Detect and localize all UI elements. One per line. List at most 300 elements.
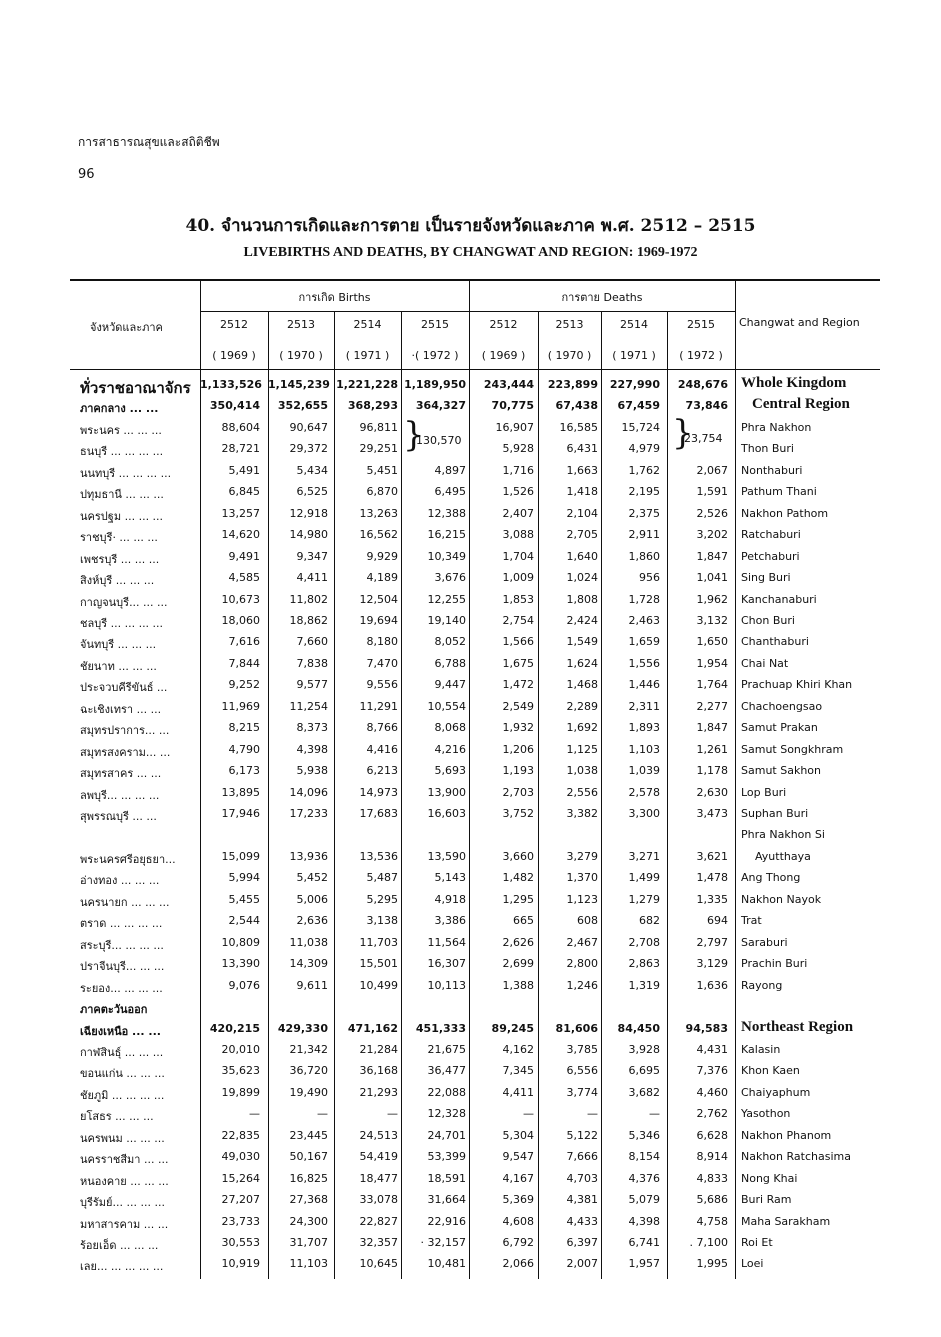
value-cell: 7,660 [296, 635, 328, 649]
value-cell: 7,616 [228, 635, 260, 649]
changwat-thai: พระนคร ... ... ... [80, 423, 162, 437]
value-cell: — [587, 1107, 598, 1121]
value-cell: 4,608 [502, 1214, 534, 1228]
value-cell: 2,699 [502, 957, 534, 971]
changwat-english: Pathum Thani [741, 485, 817, 499]
value-cell: 7,345 [502, 1064, 534, 1078]
changwat-thai: ชัยนาท ... ... ... [80, 659, 157, 673]
value-cell: 227,990 [609, 378, 660, 391]
value-cell: 12,255 [427, 592, 466, 606]
table-row [0, 397, 941, 418]
changwat-english: Prachin Buri [741, 957, 808, 971]
value-cell: 15,501 [359, 957, 398, 971]
value-cell: 1,650 [696, 635, 728, 649]
value-cell: 3,473 [696, 807, 728, 820]
value-cell: 3,752 [502, 807, 534, 820]
value-cell: 2,754 [502, 613, 534, 627]
value-cell: 13,263 [359, 506, 398, 520]
table-row [0, 698, 941, 719]
value-cell: 27,368 [289, 1193, 328, 1207]
value-cell: 3,138 [366, 914, 398, 928]
value-cell: 5,928 [502, 442, 534, 456]
value-cell: 10,809 [221, 935, 260, 949]
value-cell: 8,180 [366, 635, 398, 649]
changwat-english: Maha Sarakham [741, 1214, 831, 1228]
value-cell: 1,125 [566, 742, 598, 756]
table-row [0, 419, 941, 440]
value-cell: 22,835 [221, 1128, 260, 1142]
value-cell: 81,606 [555, 1021, 598, 1035]
table-row [0, 612, 941, 633]
value-cell: 12,328 [427, 1107, 466, 1121]
value-cell: 16,825 [289, 1171, 328, 1185]
table-row [0, 1127, 941, 1148]
changwat-thai: บุรีรัมย์... ... ... ... [80, 1196, 165, 1210]
value-cell: 6,870 [366, 485, 398, 499]
value-cell: 1,103 [628, 742, 660, 756]
changwat-english: Nakhon Ratchasima [741, 1150, 851, 1164]
value-cell: 67,459 [617, 399, 660, 413]
value-cell: 28,721 [221, 442, 260, 456]
value-cell: 1,692 [566, 721, 598, 735]
value-cell: 1,675 [502, 656, 534, 670]
value-cell: 88,604 [221, 420, 260, 434]
value-cell: 13,390 [221, 957, 260, 971]
table-row [0, 1255, 941, 1276]
value-cell: 2,578 [628, 785, 660, 799]
value-cell: 1,808 [566, 592, 598, 606]
table-row [0, 591, 941, 612]
value-cell: 2,289 [566, 699, 598, 713]
changwat-thai: ธนบุรี ... ... ... ... [80, 445, 164, 459]
value-cell: 2,544 [228, 914, 260, 928]
value-cell: 14,980 [289, 528, 328, 542]
value-cell: 70,775 [491, 399, 534, 413]
value-cell: 1,764 [696, 678, 728, 692]
value-cell: 2,549 [502, 699, 534, 713]
value-cell: 9,347 [296, 549, 328, 563]
brace-icon: } [403, 415, 425, 455]
value-cell: 3,300 [628, 807, 660, 820]
value-cell: 12,388 [427, 506, 466, 520]
value-cell: 15,099 [221, 849, 260, 863]
table-top-rule [70, 279, 880, 281]
value-cell: 6,628 [696, 1128, 728, 1142]
value-cell: 5,455 [228, 892, 260, 906]
changwat-english: Trat [741, 914, 762, 928]
merged-births-1972: 130,570 [416, 434, 462, 447]
value-cell: 9,447 [434, 678, 466, 692]
value-cell: 1,860 [628, 549, 660, 563]
value-cell: 682 [639, 914, 660, 928]
running-header: การสาธารณสุขและสถิติชีพ [78, 135, 220, 149]
value-cell: 32,357 [359, 1236, 398, 1249]
value-cell: 17,946 [221, 807, 260, 820]
value-cell: — [387, 1107, 398, 1121]
table-title-english: LIVEBIRTHS AND DEATHS, BY CHANGWAT AND REGION: 1969-1972 [243, 245, 698, 260]
year-ce: ( 1970 ) [547, 349, 592, 362]
value-cell: 1,847 [696, 549, 728, 563]
changwat-english: Saraburi [741, 935, 788, 949]
changwat-thai: ตราด ... ... ... ... [80, 917, 163, 931]
merged-deaths-1972: 23,754 [684, 432, 723, 445]
value-cell: 352,655 [277, 399, 328, 413]
value-cell: 429,330 [277, 1021, 328, 1035]
value-cell: 3,132 [696, 613, 728, 627]
value-cell: 1,193 [502, 764, 534, 778]
header-bottom-rule [70, 369, 880, 370]
value-cell: 1,640 [566, 549, 598, 563]
value-cell: 3,382 [566, 807, 598, 820]
brace-icon: } [672, 413, 694, 453]
table-row [0, 977, 941, 998]
table-row [0, 741, 941, 762]
value-cell: 35,623 [221, 1064, 260, 1078]
changwat-thai: เพชรบุรี ... ... ... [80, 552, 160, 566]
value-cell: 2,708 [628, 935, 660, 949]
value-cell: 6,173 [228, 764, 260, 778]
value-cell: 29,251 [359, 442, 398, 456]
value-cell: 3,202 [696, 528, 728, 542]
value-cell: 4,381 [566, 1193, 598, 1207]
table-row [0, 1191, 941, 1212]
value-cell: — [649, 1107, 660, 1121]
changwat-thai: ปทุมธานี ... ... ... [80, 488, 164, 502]
value-cell: 1,041 [696, 571, 728, 585]
value-cell: . 7,100 [689, 1236, 728, 1249]
value-cell: 1,206 [502, 742, 534, 756]
table-row [0, 891, 941, 912]
value-cell: 6,792 [502, 1236, 534, 1249]
value-cell: 13,257 [221, 506, 260, 520]
value-cell: 5,491 [228, 463, 260, 477]
value-cell: 2,556 [566, 785, 598, 799]
value-cell: 2,104 [566, 506, 598, 520]
value-cell: 36,720 [289, 1064, 328, 1078]
value-cell: 1,388 [502, 978, 534, 992]
value-cell: 1,624 [566, 656, 598, 670]
value-cell: 8,914 [696, 1150, 728, 1164]
changwat-english: Samut Songkhram [741, 742, 844, 756]
table-row [0, 462, 941, 483]
value-cell: 1,591 [696, 485, 728, 499]
value-cell: 6,788 [434, 656, 466, 670]
value-cell: 3,774 [566, 1085, 598, 1099]
value-cell: 4,411 [296, 571, 328, 585]
value-cell: 3,676 [434, 571, 466, 585]
value-cell: 6,556 [566, 1064, 598, 1078]
table-row [0, 376, 941, 397]
value-cell: 1,663 [566, 463, 598, 477]
value-cell: 1,145,239 [268, 378, 330, 391]
value-cell: 1,370 [566, 871, 598, 885]
value-cell: · 32,157 [420, 1236, 466, 1249]
value-cell: 1,418 [566, 485, 598, 499]
value-cell: 23,733 [221, 1214, 260, 1228]
changwat-thai: พระนครศรีอยุธยา... [80, 852, 176, 866]
value-cell: 21,293 [359, 1085, 398, 1099]
value-cell: 3,660 [502, 849, 534, 863]
value-cell: 4,189 [366, 571, 398, 585]
value-cell: 18,862 [289, 613, 328, 627]
table-row [0, 1041, 941, 1062]
value-cell: 9,577 [296, 678, 328, 692]
value-cell: 8,052 [434, 635, 466, 649]
table-row [0, 655, 941, 676]
deaths-header: การตาย Deaths [561, 291, 643, 304]
year-be: 2514 [353, 318, 382, 331]
value-cell: 2,195 [628, 485, 660, 499]
value-cell: 2,311 [628, 699, 660, 713]
value-cell: 11,038 [289, 935, 328, 949]
changwat-english: Phra Nakhon [741, 420, 812, 434]
changwat-english: Nakhon Nayok [741, 892, 822, 906]
value-cell: 21,284 [359, 1042, 398, 1056]
value-cell: 4,585 [228, 571, 260, 585]
table-row [0, 1105, 941, 1126]
changwat-english: Chaiyaphum [741, 1085, 811, 1099]
changwat-thai: กาฬสินธุ์ ... ... ... [80, 1045, 164, 1059]
value-cell: 2,626 [502, 935, 534, 949]
value-cell: 1,295 [502, 892, 534, 906]
table-row [0, 1213, 941, 1234]
value-cell: 6,741 [628, 1236, 660, 1249]
value-cell: 10,481 [427, 1257, 466, 1271]
value-cell: 4,398 [296, 742, 328, 756]
value-cell: 1,704 [502, 549, 534, 563]
table-row [0, 1148, 941, 1169]
value-cell: 3,271 [628, 849, 660, 863]
value-cell: 9,491 [228, 549, 260, 563]
value-cell: 5,452 [296, 871, 328, 885]
value-cell: 4,216 [434, 742, 466, 756]
changwat-thai: จันทบุรี ... ... ... [80, 638, 157, 652]
value-cell: 1,716 [502, 463, 534, 477]
value-cell: 1,893 [628, 721, 660, 735]
value-cell: 1,038 [566, 764, 598, 778]
value-cell: 15,264 [221, 1171, 260, 1185]
value-cell: 7,470 [366, 656, 398, 670]
value-cell: 3,279 [566, 849, 598, 863]
value-cell: 1,847 [696, 721, 728, 735]
table-row [0, 805, 941, 826]
changwat-thai: ทั่วราชอาณาจักร [80, 379, 191, 397]
changwat-thai: สระบุรี... ... ... ... [80, 938, 164, 952]
value-cell: 350,414 [209, 399, 260, 413]
value-cell: 19,490 [289, 1085, 328, 1099]
value-cell: 1,189,950 [404, 378, 466, 391]
changwat-thai: นครพนม ... ... ... [80, 1131, 165, 1145]
value-cell: 22,088 [427, 1085, 466, 1099]
value-cell: 10,113 [427, 978, 466, 992]
value-cell: 16,585 [559, 420, 598, 434]
value-cell: 18,477 [359, 1171, 398, 1185]
changwat-english: Kanchanaburi [741, 592, 817, 606]
value-cell: 3,928 [628, 1042, 660, 1056]
changwat-english: Sing Buri [741, 571, 791, 585]
value-cell: 3,682 [628, 1085, 660, 1099]
year-ce: ·( 1972 ) [411, 349, 459, 362]
value-cell: 2,762 [696, 1107, 728, 1121]
value-cell: 1,962 [696, 592, 728, 606]
value-cell: 5,369 [502, 1193, 534, 1207]
value-cell: 14,620 [221, 528, 260, 542]
value-cell: 11,291 [359, 699, 398, 713]
value-cell: 14,096 [289, 785, 328, 799]
value-cell: 5,304 [502, 1128, 534, 1142]
changwat-thai: หนองคาย ... ... ... [80, 1174, 169, 1188]
changwat-thai: ร้อยเอ็ด ... ... ... [80, 1239, 159, 1252]
value-cell: 5,434 [296, 463, 328, 477]
value-cell: 608 [577, 914, 598, 928]
value-cell: 9,556 [366, 678, 398, 692]
table-row [0, 848, 941, 869]
value-cell: 54,419 [359, 1150, 398, 1164]
value-cell: 364,327 [415, 399, 466, 413]
changwat-english: Chachoengsao [741, 699, 823, 713]
value-cell: 1,549 [566, 635, 598, 649]
value-cell: 4,790 [228, 742, 260, 756]
value-cell: 73,846 [685, 399, 728, 413]
changwat-english: Roi Et [741, 1236, 773, 1249]
changwat-english: Rayong [741, 978, 783, 992]
value-cell: 15,724 [621, 420, 660, 434]
changwat-english: Chai Nat [741, 656, 789, 670]
value-cell: 4,460 [696, 1085, 728, 1099]
value-cell: 420,215 [209, 1021, 260, 1035]
table-row [0, 826, 941, 847]
value-cell: 20,010 [221, 1042, 260, 1056]
value-cell: 10,645 [359, 1257, 398, 1271]
changwat-thai: นครปฐม ... ... ... [80, 509, 164, 523]
changwat-thai: สุพรรณบุรี ... ... [80, 810, 157, 823]
value-cell: 1,482 [502, 871, 534, 885]
value-cell: 3,785 [566, 1042, 598, 1056]
value-cell: 1,009 [502, 571, 534, 585]
value-cell: 5,295 [366, 892, 398, 906]
value-cell: 1,319 [628, 978, 660, 992]
value-cell: 96,811 [359, 420, 398, 434]
value-cell: — [523, 1107, 534, 1121]
table-row [0, 955, 941, 976]
value-cell: 13,900 [427, 785, 466, 799]
changwat-english: Whole Kingdom [741, 375, 847, 391]
changwat-english: Ratchaburi [741, 528, 801, 542]
value-cell: 2,467 [566, 935, 598, 949]
page-number: 96 [78, 167, 95, 182]
value-cell: 6,431 [566, 442, 598, 456]
value-cell: 1,039 [628, 764, 660, 778]
changwat-english: Phra Nakhon Si [741, 828, 825, 842]
value-cell: 4,398 [628, 1214, 660, 1228]
value-cell: 6,845 [228, 485, 260, 499]
value-cell: 19,899 [221, 1085, 260, 1099]
table-row [0, 1170, 941, 1191]
value-cell: 243,444 [483, 378, 534, 391]
value-cell: 94,583 [685, 1021, 728, 1035]
table-row [0, 784, 941, 805]
value-cell: 6,397 [566, 1236, 598, 1249]
value-cell: 1,995 [696, 1257, 728, 1271]
table-row [0, 505, 941, 526]
changwat-thai: อ่างทอง ... ... ... [80, 874, 160, 888]
value-cell: 50,167 [289, 1150, 328, 1164]
value-cell: 6,695 [628, 1064, 660, 1078]
value-cell: 5,487 [366, 871, 398, 885]
value-cell: 36,168 [359, 1064, 398, 1078]
value-cell: 5,143 [434, 871, 466, 885]
changwat-english: Yasothon [741, 1107, 791, 1121]
table-row [0, 526, 941, 547]
value-cell: 8,215 [228, 721, 260, 735]
value-cell: 30,553 [221, 1236, 260, 1249]
changwat-english: Nakhon Phanom [741, 1128, 832, 1142]
year-ce: ( 1969 ) [481, 349, 526, 362]
value-cell: 24,513 [359, 1128, 398, 1142]
changwat-thai: ภาคตะวันออก [80, 1003, 148, 1017]
value-cell: 16,603 [427, 807, 466, 820]
changwat-english: Thon Buri [741, 442, 794, 456]
value-cell: 1,468 [566, 678, 598, 692]
value-cell: 17,683 [359, 807, 398, 820]
value-cell: 7,838 [296, 656, 328, 670]
value-cell: 4,162 [502, 1042, 534, 1056]
value-cell: 1,472 [502, 678, 534, 692]
table-row [0, 1020, 941, 1041]
table-row [0, 869, 941, 890]
value-cell: 2,424 [566, 613, 598, 627]
changwat-thai: ราชบุรี· ... ... ... [80, 531, 158, 545]
value-cell: 368,293 [347, 399, 398, 413]
value-cell: 6,213 [366, 764, 398, 778]
value-cell: 5,938 [296, 764, 328, 778]
value-cell: 1,566 [502, 635, 534, 649]
value-cell: 2,463 [628, 613, 660, 627]
value-cell: 3,088 [502, 528, 534, 542]
value-cell: 2,277 [696, 699, 728, 713]
changwat-thai: สมุทรปราการ... ... [80, 724, 170, 738]
value-cell: 7,844 [228, 656, 260, 670]
year-be: 2515 [421, 318, 449, 331]
value-cell: 12,504 [359, 592, 398, 606]
value-cell: 471,162 [347, 1021, 398, 1035]
value-cell: 5,006 [296, 892, 328, 906]
value-cell: 13,895 [221, 785, 260, 799]
changwat-english: Ang Thong [741, 871, 801, 885]
value-cell: 10,499 [359, 978, 398, 992]
value-cell: 24,300 [289, 1214, 328, 1228]
value-cell: 4,833 [696, 1171, 728, 1185]
value-cell: 1,954 [696, 656, 728, 670]
table-title-thai: 40. จำนวนการเกิดและการตาย เป็นรายจังหวัดและภาค พ.ศ. 2512 – 2515 [185, 216, 756, 236]
col-header-thai: จังหวัดและภาค [90, 321, 163, 334]
col-header-english: Changwat and Region [739, 316, 860, 329]
births-header: การเกิด Births [298, 291, 371, 304]
changwat-english: Nakhon Pathom [741, 506, 829, 520]
changwat-english: Chon Buri [741, 613, 795, 627]
value-cell: 1,636 [696, 978, 728, 992]
changwat-english: Petchaburi [741, 549, 800, 563]
table-row [0, 1084, 941, 1105]
changwat-thai: สมุทรสาคร ... ... [80, 767, 162, 781]
changwat-english: Lop Buri [741, 785, 787, 799]
value-cell: 16,215 [427, 528, 466, 542]
value-cell: 1,279 [628, 892, 660, 906]
value-cell: 7,666 [566, 1150, 598, 1164]
changwat-thai: ระยอง... ... ... ... [80, 981, 163, 995]
changwat-english: Samut Prakan [741, 721, 818, 735]
value-cell: 33,078 [359, 1193, 398, 1207]
